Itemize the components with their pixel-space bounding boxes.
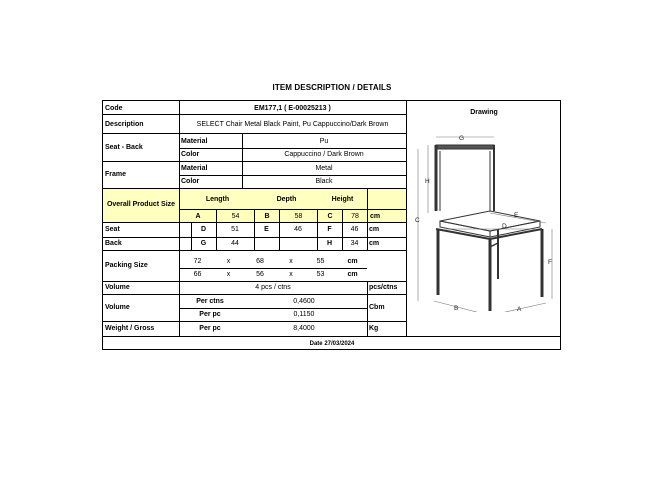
back-g-letter: G [200, 240, 207, 247]
volume-per-pc-value: 0,1150 [293, 311, 315, 318]
packing-row2-v2: 56 [256, 271, 264, 278]
seat-back-material: Pu [319, 137, 329, 145]
volume-pcs-value: 4 pcs / ctns [255, 284, 291, 291]
back-h-letter: H [326, 240, 333, 247]
weight-unit: Kg [369, 325, 379, 332]
code-value: EM177,1 ( E-00025213 ) [254, 104, 331, 112]
unit-header-cell [368, 189, 406, 209]
seat-unit: cm [369, 226, 380, 233]
weight-per-pc-label: Per pc [199, 325, 221, 332]
volume-per-pc-label: Per pc [199, 311, 221, 318]
length-header: Length [180, 189, 255, 209]
chair-drawing [406, 125, 561, 312]
frame-material: Metal [315, 165, 333, 172]
seat-back-material-label: Material [181, 137, 208, 145]
frame-material-label: Material [181, 165, 208, 172]
seat-back-label: Seat - Back [105, 143, 143, 151]
packing-row2-unit: cm [347, 271, 358, 278]
seat-d-letter: D [200, 226, 207, 233]
frame-color: Black [315, 178, 333, 185]
date-text: Date 27/03/2024 [309, 340, 355, 347]
packing-row2-x2: x [289, 271, 293, 278]
back-label: Back [105, 240, 122, 247]
item-details-table [102, 100, 561, 350]
packing-row1-v2: 68 [256, 258, 264, 265]
seat-d-value: 51 [231, 226, 239, 233]
volume-pcs-label: Volume [105, 284, 130, 291]
seat-back-color-label: Color [181, 151, 200, 158]
seat-f-letter: F [327, 226, 332, 233]
depth-header: Depth [255, 189, 318, 209]
seat-back-color: Cappuccino / Dark Brown [284, 151, 364, 158]
height-header: Height [318, 189, 367, 209]
overall-size-label: Overall Product Size [103, 189, 179, 222]
overall-b-letter: B [255, 210, 279, 222]
volume-per-ctns-label: Per ctns [196, 298, 224, 305]
packing-row1-unit: cm [347, 258, 358, 265]
packing-row2-v3: 53 [316, 271, 325, 278]
document-title: ITEM DESCRIPTION / DETAILS [272, 83, 392, 92]
code-label: Code [105, 104, 123, 112]
description-value: SELECT Chair Metal Black Paint, Pu Cappuccino/Dark Brown [196, 120, 389, 128]
drawing-letter-e: E [514, 212, 519, 219]
back-h-value: 34 [350, 240, 359, 247]
packing-row1-x1: x [226, 258, 231, 265]
volume-label: Volume [105, 304, 130, 311]
overall-b-value: 58 [280, 210, 317, 222]
weight-label: Weight / Gross [105, 325, 155, 332]
drawing-letter-f: F [548, 259, 552, 266]
drawing-letter-h: H [425, 178, 430, 185]
volume-pcs-unit: pcs/ctns [369, 284, 398, 291]
packing-row1-v1: 72 [193, 258, 202, 265]
volume-per-ctns-value: 0,4600 [293, 298, 315, 305]
drawing-letter-c: C [415, 217, 420, 224]
overall-a-letter: A [180, 210, 216, 222]
packing-row2-x1: x [226, 271, 231, 278]
packing-row1-x2: x [289, 258, 293, 265]
drawing-label: Drawing [470, 108, 498, 116]
seat-e-value: 46 [294, 226, 302, 233]
back-unit: cm [369, 240, 380, 247]
back-g-value: 44 [231, 240, 239, 247]
drawing-letter-g: G [459, 135, 465, 142]
frame-color-label: Color [181, 178, 200, 185]
seat-f-value: 46 [350, 226, 359, 233]
overall-c-letter: C [318, 210, 342, 222]
frame-label: Frame [105, 171, 127, 178]
drawing-letter-a: A [517, 306, 522, 312]
overall-c-value: 78 [343, 210, 367, 222]
drawing-letter-b: B [454, 305, 459, 312]
packing-row2-v1: 66 [193, 271, 202, 278]
packing-row1-v3: 55 [316, 258, 325, 265]
volume-unit: Cbm [369, 304, 385, 311]
drawing-letter-d: D [502, 223, 507, 230]
weight-value: 8,4000 [293, 325, 315, 332]
description-label: Description [105, 120, 144, 128]
packing-size-label: Packing Size [105, 262, 148, 269]
seat-label: Seat [105, 226, 120, 233]
seat-e-letter: E [264, 226, 269, 233]
overall-unit: cm [368, 210, 406, 222]
overall-a-value: 54 [217, 210, 254, 222]
